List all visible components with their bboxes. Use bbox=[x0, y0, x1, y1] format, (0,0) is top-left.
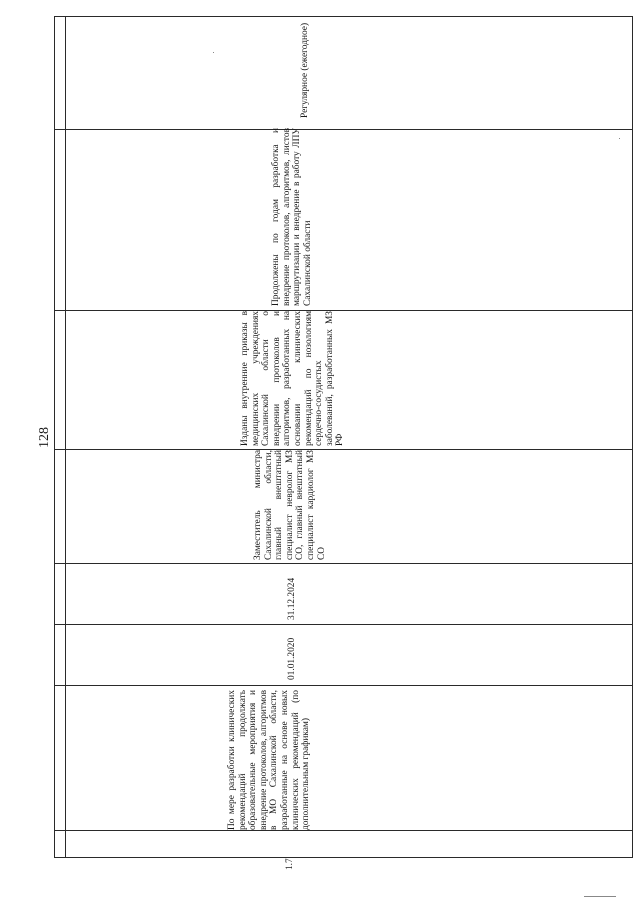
table-border-top bbox=[54, 16, 633, 17]
execution-status: Продолжены по годам разработка и внедрение протоколов, алгоритмов, листов маршрутизации и внедрение в работу ЛПУ Сахалинской области bbox=[271, 128, 313, 306]
scan-speck bbox=[619, 138, 620, 139]
column-divider bbox=[54, 830, 633, 831]
column-divider bbox=[54, 129, 633, 130]
responsible-persons: Заместитель министра Сахалинской области, главный внештатный специалист невролог МЗ СО, главный внештатный специалист кардиолог МЗ СО bbox=[253, 450, 327, 560]
column-divider bbox=[54, 624, 633, 625]
table-border-bottom bbox=[54, 857, 633, 858]
event-description: По мере разработки клинических рекомендаций продолжать образовательные мероприятия и внедрение протоколов, алгоритмов в МО Сахалинской области, разработанные на основе новых клинических рекомендаций (по дополнительным графикам) bbox=[227, 690, 312, 830]
row-number: 1.7 bbox=[285, 858, 295, 870]
start-date: 01.01.2020 bbox=[287, 637, 297, 680]
table-rule bbox=[65, 16, 66, 858]
column-divider bbox=[54, 449, 633, 450]
end-date: 31.12.2024 bbox=[287, 577, 297, 620]
expected-result: Изданы внутренние приказы в медицинских учреждениях Сахалинской области о внедрении протоколов и алгоритмов, разработанных на основании клинических рекомендаций по нозологиям сердечно-сосудистых заболеваний, разработанных МЗ РФ bbox=[240, 311, 346, 446]
column-divider bbox=[54, 685, 633, 686]
table-border-left bbox=[54, 16, 55, 858]
scan-speck bbox=[213, 52, 214, 53]
column-divider bbox=[54, 563, 633, 564]
table-border-right bbox=[632, 16, 633, 858]
periodicity: Регулярное (ежегодное) bbox=[300, 22, 310, 118]
page-number: 128 bbox=[37, 427, 52, 448]
scan-speck bbox=[584, 896, 616, 897]
